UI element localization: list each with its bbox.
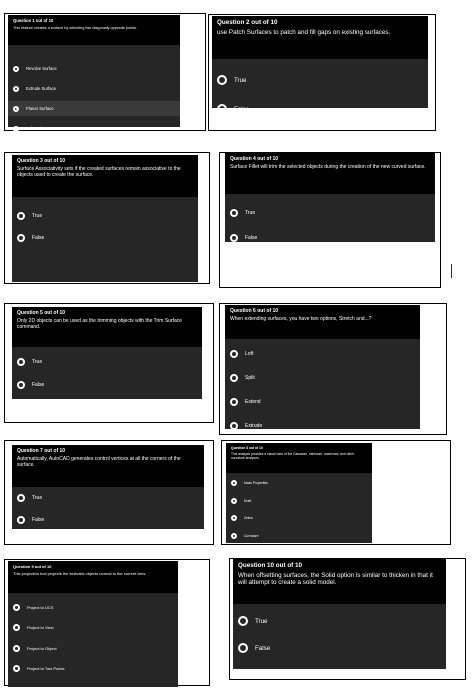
answer-option[interactable]: [8, 620, 178, 636]
question-card-6: [225, 305, 420, 429]
answer-option[interactable]: [12, 489, 204, 506]
radio-button-icon[interactable]: [13, 126, 19, 132]
answer-option-label: Loft Surface: [26, 126, 49, 131]
radio-button-icon[interactable]: [13, 66, 19, 72]
question-number: Question 10 out of 10: [238, 562, 303, 569]
answer-option-label: Extrude: [245, 422, 263, 429]
answer-option[interactable]: [225, 204, 435, 222]
question-card-4: [225, 153, 435, 242]
question-header: [12, 307, 202, 347]
question-number: Question 2 out of 10: [217, 19, 278, 26]
question-text: Automatically, AutoCAD generates control vertices at all the corners of the surface.: [17, 456, 181, 468]
radio-button-icon[interactable]: [238, 643, 248, 653]
answer-option-label: Split: [245, 374, 255, 381]
answer-option[interactable]: [212, 69, 428, 91]
question-card-5: [12, 307, 202, 399]
question-text: use Patch Surfaces to patch and fill gaps on existing surfaces.: [217, 29, 391, 36]
radio-button-icon[interactable]: [17, 516, 25, 524]
answer-option[interactable]: [233, 611, 446, 631]
answer-option[interactable]: [12, 229, 198, 246]
question-header: [8, 15, 180, 45]
radio-button-icon[interactable]: [231, 480, 237, 486]
question-header: [8, 561, 178, 593]
radio-button-icon[interactable]: [217, 75, 227, 85]
answer-option[interactable]: [8, 61, 180, 76]
question-text: When offsetting surfaces, the Solid option is similar to thicken in that it will attempt to create a solid model.: [238, 572, 433, 587]
radio-button-icon[interactable]: [13, 645, 20, 652]
question-text: Surface Associativity sets if the created surfaces remain associative to the objects used to create the surface.: [17, 166, 181, 178]
question-header: [226, 443, 372, 473]
answer-option-label: Project to View: [27, 625, 54, 630]
answer-option-label: Curvature: [244, 533, 259, 538]
radio-button-icon[interactable]: [231, 498, 237, 504]
answer-option[interactable]: [225, 229, 435, 247]
question-text: When extending surfaces, you have two options, Stretch and...?: [230, 316, 372, 322]
question-number: Question 5 out of 10: [17, 310, 66, 316]
question-card-9: [8, 561, 178, 687]
question-card-10: [233, 559, 446, 669]
question-number: Question 1 out of 10: [13, 18, 54, 23]
question-header: [12, 155, 198, 197]
answer-option[interactable]: [226, 494, 372, 508]
answer-option[interactable]: [8, 661, 178, 677]
answer-option-label: True: [32, 494, 43, 501]
answer-option-label: False: [32, 516, 45, 523]
answer-option[interactable]: [225, 416, 420, 435]
text-cursor-mark: [451, 264, 452, 278]
answer-option-label: False: [245, 235, 258, 241]
answer-option-label: Loft: [245, 350, 254, 357]
answer-option-label: True: [245, 210, 256, 216]
answer-option[interactable]: [8, 640, 178, 656]
radio-button-icon[interactable]: [17, 358, 25, 366]
radio-button-icon[interactable]: [230, 374, 238, 382]
answer-option-label: False: [234, 105, 250, 113]
radio-button-icon[interactable]: [231, 515, 237, 521]
answer-option[interactable]: [225, 392, 420, 411]
answer-option-label: False: [32, 382, 45, 388]
answer-option[interactable]: [8, 81, 180, 96]
question-card-8: [226, 443, 372, 543]
question-text: This feature creates a surface by selecting two diagonally opposite points.: [13, 26, 138, 30]
question-header: [225, 153, 435, 194]
question-header: [233, 559, 446, 604]
question-header: [225, 305, 420, 339]
answer-option[interactable]: [225, 368, 420, 387]
radio-button-icon[interactable]: [217, 104, 227, 114]
radio-button-icon[interactable]: [17, 494, 25, 502]
radio-button-icon[interactable]: [238, 616, 248, 626]
question-card-1: [8, 15, 180, 131]
radio-button-icon[interactable]: [230, 350, 238, 358]
radio-button-icon[interactable]: [13, 86, 19, 92]
radio-button-icon[interactable]: [17, 212, 25, 220]
question-text: Only 2D objects can be used as the trimming objects with the Trim Surface command.: [17, 318, 183, 330]
answer-option-label: True: [32, 359, 43, 365]
question-header: [12, 445, 204, 487]
answer-option[interactable]: [8, 101, 180, 116]
answer-option-label: Zebra: [244, 516, 253, 520]
radio-button-icon[interactable]: [230, 209, 238, 217]
radio-button-icon[interactable]: [230, 398, 238, 406]
question-number: Question 6 out of 10: [230, 308, 279, 314]
answer-option[interactable]: [226, 511, 372, 525]
answer-option[interactable]: [12, 376, 202, 394]
answer-option[interactable]: [12, 207, 198, 224]
answer-option-label: True: [32, 212, 43, 219]
radio-button-icon[interactable]: [13, 106, 19, 112]
answer-option[interactable]: [212, 98, 428, 120]
question-number: Question 8 out of 10: [231, 446, 263, 450]
answer-option-label: Project to Two Points: [27, 666, 65, 671]
question-card-3: [12, 155, 198, 282]
answer-option[interactable]: [12, 353, 202, 371]
answer-option-label: Project to UCS: [27, 604, 54, 610]
radio-button-icon[interactable]: [13, 604, 20, 611]
answer-option-label: Mass Properties: [244, 481, 268, 485]
answer-option[interactable]: [8, 599, 178, 615]
answer-option-label: Extend: [245, 398, 261, 405]
question-number: Question 9 out of 10: [13, 564, 52, 569]
radio-button-icon[interactable]: [17, 234, 25, 242]
question-number: Question 4 out of 10: [230, 156, 279, 162]
question-number: Question 7 out of 10: [17, 448, 66, 454]
answer-option-label: Project to Object: [27, 645, 57, 651]
radio-button-icon[interactable]: [230, 422, 238, 430]
question-text: Surface Fillet will trim the selected objects during the creation of the new curved surface.: [230, 164, 426, 170]
answer-option[interactable]: [225, 344, 420, 363]
answer-option-label: False: [32, 234, 45, 241]
radio-button-icon[interactable]: [230, 234, 238, 242]
answer-option-label: False: [255, 644, 271, 652]
answer-option[interactable]: [12, 511, 204, 528]
answer-option-label: True: [255, 617, 268, 625]
radio-button-icon[interactable]: [13, 665, 20, 672]
answer-option[interactable]: [8, 121, 180, 136]
answer-option-label: Extrude Surface: [26, 86, 57, 91]
radio-button-icon[interactable]: [17, 381, 25, 389]
answer-option-label: Revolve Surface: [26, 66, 57, 71]
question-text: This analysis provides a visual view of the Gaussian, minimum, maximum, and other curvature analyses.: [231, 452, 355, 460]
question-header: [212, 16, 428, 59]
question-card-7: [12, 445, 204, 529]
answer-option-label: True: [234, 76, 247, 84]
radio-button-icon[interactable]: [13, 624, 20, 631]
question-number: Question 3 out of 10: [17, 158, 66, 164]
question-text: This projection tool projects the selected objects normal to the current view.: [13, 571, 147, 576]
radio-button-icon[interactable]: [231, 533, 237, 539]
answer-option[interactable]: [226, 476, 372, 490]
answer-option[interactable]: [226, 529, 372, 543]
question-card-2: [212, 16, 428, 113]
answer-option-label: Planar Surface: [26, 106, 54, 111]
answer-option-label: Draft: [244, 498, 252, 503]
answer-option[interactable]: [233, 638, 446, 658]
